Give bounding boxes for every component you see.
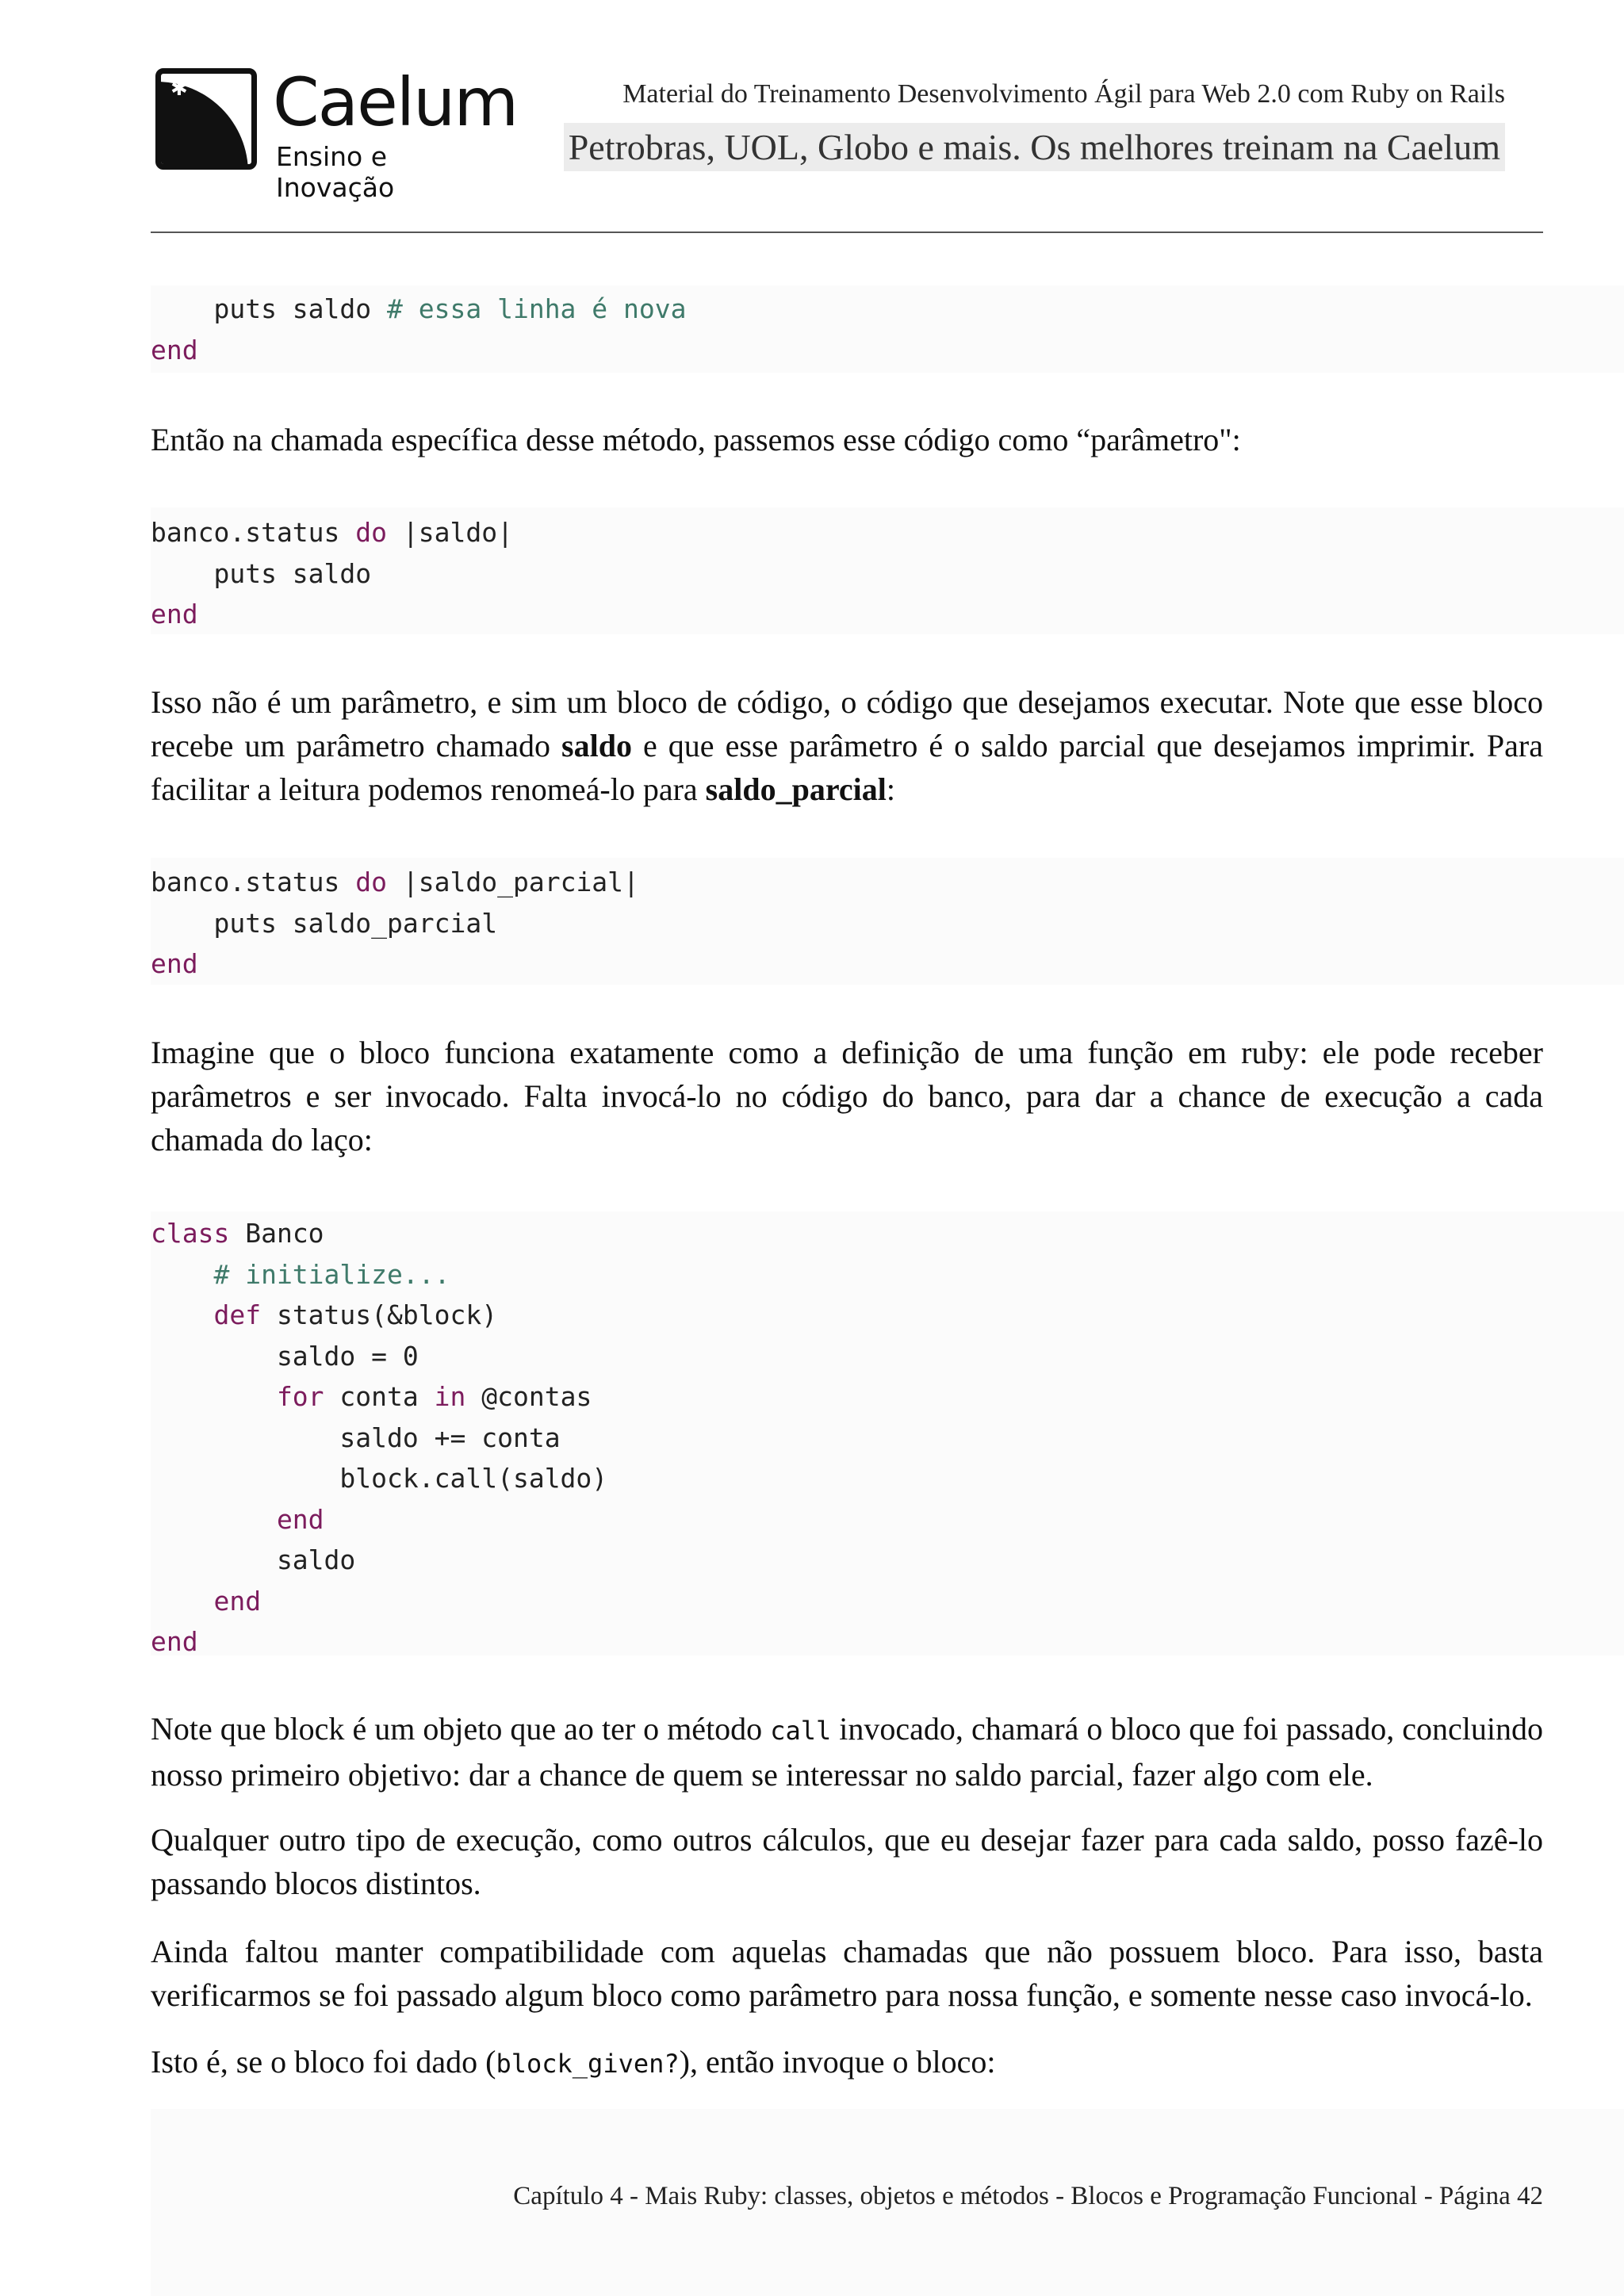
paragraph: Ainda faltou manter compatibilidade com aquelas chamadas que não possuem bloco. Para isso, basta verificarmos se foi passado algum bloco como parâmetro para nossa função, e somente nesse caso invocá-lo.	[151, 1934, 1543, 2013]
code-block: class Banco # initialize... def status(&block) saldo = 0 for conta in @contas saldo += conta block.call(saldo) end saldo end end	[151, 1218, 608, 1657]
logo-mark-icon: ✱	[155, 68, 257, 170]
code-block: banco.status do |saldo_parcial| puts saldo_parcial end	[151, 867, 639, 979]
paragraph: Qualquer outro tipo de execução, como outros cálculos, que eu desejar fazer para cada saldo, posso fazê-lo passando blocos distintos.	[151, 1822, 1543, 1901]
paragraph: Note que block é um objeto que ao ter o método call invocado, chamará o bloco que foi passado, concluindo nosso primeiro objetivo: dar a chance de quem se interessar no saldo parcial, fazer algo com ele.	[151, 1711, 1544, 1793]
training-title: Material do Treinamento Desenvolvimento Ágil para Web 2.0 com Ruby on Rails	[622, 79, 1505, 109]
header-divider	[151, 232, 1543, 233]
caelum-logo	[155, 63, 518, 203]
paragraph: Isso não é um parâmetro, e sim um bloco de código, o código que desejamos executar. Note que esse bloco recebe um parâmetro chamado saldo e que esse parâmetro é o saldo parcial que desejamos imprimir. Para facilitar a leitura podemos renomeá-lo para saldo_parcial:	[151, 684, 1543, 807]
promo-banner: Petrobras, UOL, Globo e mais. Os melhores treinam na Caelum	[564, 123, 1505, 171]
logo-tagline: Ensino e Inovação	[276, 141, 395, 203]
code-block: banco.status do |saldo| puts saldo end	[151, 517, 513, 629]
paragraph: Isto é, se o bloco foi dado (block_given?), então invoque o bloco:	[151, 2044, 996, 2080]
paragraph: Imagine que o bloco funciona exatamente como a definição de uma função em ruby: ele pode receber parâmetros e ser invocado. Falta invocá-lo no código do banco, para dar a chance de execução a cada chamada do laço:	[151, 1035, 1543, 1158]
code-block: puts saldo # essa linha é nova end	[151, 293, 687, 365]
logo-name: Caelum	[273, 63, 518, 141]
page-footer: Capítulo 4 - Mais Ruby: classes, objetos e métodos - Blocos e Programação Funcional - Página 42	[513, 2182, 1543, 2210]
paragraph: Então na chamada específica desse método, passemos esse código como “parâmetro":	[151, 422, 1241, 457]
